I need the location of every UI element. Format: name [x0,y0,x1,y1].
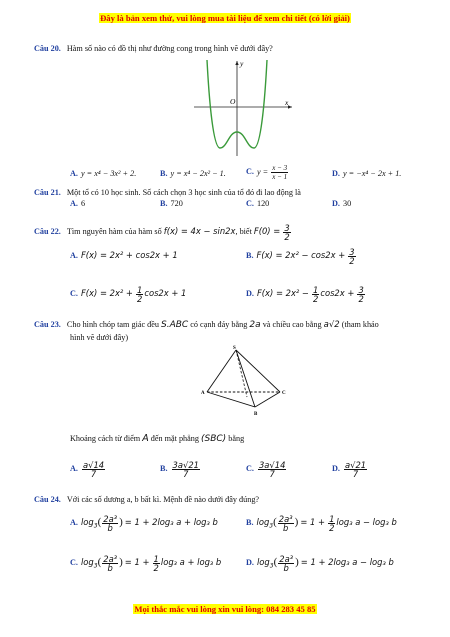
header-banner: Đây là bản xem thử, vui lòng mua tài liệu để xem chi tiết (có lời giải) [100,13,350,23]
y-axis-arrow [235,61,238,65]
vertex-a-label: A [201,391,205,396]
q20-function-graph [190,58,295,158]
edge-ab [207,392,255,407]
q23-stem-line2: hình vẽ dưới đây) [70,333,129,342]
q20-text: Hàm số nào có đồ thị như đường cong trong hình vẽ dưới đây? [66,44,273,53]
q23-option-c: C. $\frac{3a√14}{7}$ [246,459,286,479]
q23-option-d: D. $\frac{a√21}{7}$ [332,459,367,479]
q21-option-a: A. 6 [70,199,86,208]
edge-sa [207,350,236,392]
q24-option-b: B. $\log_3$( $\frac{\text{2a³}}{b}$ ) = 1 + $\frac{1}{2}$ log₃ a − log₃ b [246,513,397,533]
q21-option-d: D. 30 [332,199,352,208]
q21-stem: Câu 21. Một tổ có 10 học sinh. Số cách chọn 3 học sinh của tổ đó đi lao động là [34,188,301,197]
q23-option-a: A. $\frac{a√14}{7}$ [70,459,105,479]
vertex-s-label: S [233,346,236,351]
q21-option-c: C. 120 [246,199,270,208]
x-axis-arrow [288,105,292,108]
q24-option-a: A. $\log_3$( $\frac{\text{2a³}}{b}$ ) = 1 + 2log₃ a + log₃ b [70,513,218,533]
x-axis-label: x [285,98,289,107]
origin-label: O [230,97,236,106]
y-axis-label: y [240,59,244,68]
q23-pyramid-figure [196,342,296,418]
q20-option-c: C. y = $\frac{x - 3}{x - 1}$ [246,164,288,181]
q22-option-b: B. F(x) = 2x² − cos2x + $\frac{3}{2}$ [246,246,355,266]
q22-option-a: A. F(x) = 2x² + cos2x + 1 [70,250,178,260]
q23-question: Khoảng cách từ điểm A đến mặt phẳng (SBC) bằng [70,433,245,444]
q20-label: Câu 20. [34,44,61,53]
edge-bc [255,392,280,407]
q22-stem: Câu 22. Tìm nguyên hàm của hàm số f(x) = 4x − sin2x, biết F(0) = $\frac{3}{2}$ [34,222,290,242]
q24-option-d: D. $\log_3$( $\frac{\text{2a³}}{b}$ ) = 1 + 2log₃ a − log₃ b [246,553,394,573]
q23-stem-line1: Câu 23. Cho hình chóp tam giác đều S.ABC có cạnh đáy bằng 2a và chiều cao bằng a√2 (tham khảo [34,320,379,330]
vertex-b-label: B [254,412,258,417]
vertex-c-label: C [282,391,286,396]
q24-stem: Câu 24. Với các số dương a, b bất kì. Mệnh đề nào dưới đây đúng? [34,495,260,504]
q21-option-b: B. 720 [160,199,183,208]
q20-option-a: A. y = x⁴ − 3x² + 2. [70,169,137,178]
footer-banner: Mọi thắc mắc vui lòng xin vui lòng: 084 283 45 85 [134,604,316,614]
q22-option-d: D. F(x) = 2x² − $\frac{1}{2}$ cos2x + $\frac{3}{2}$ [246,284,364,304]
q24-option-c: C. $\log_3$( $\frac{\text{2a³}}{b}$ ) = 1 + $\frac{1}{2}$ log₃ a + log₃ b [70,553,222,573]
q20-option-b: B. y = x⁴ − 2x² − 1. [160,169,226,178]
q20-option-d: D. y = −x⁴ − 2x + 1. [332,169,402,178]
height-line [236,350,247,397]
q22-option-c: C. F(x) = 2x² + $\frac{1}{2}$ cos2x + 1 [70,284,187,304]
q20-stem [34,44,273,54]
q23-option-b: B. $\frac{3a√21}{7}$ [160,459,199,479]
